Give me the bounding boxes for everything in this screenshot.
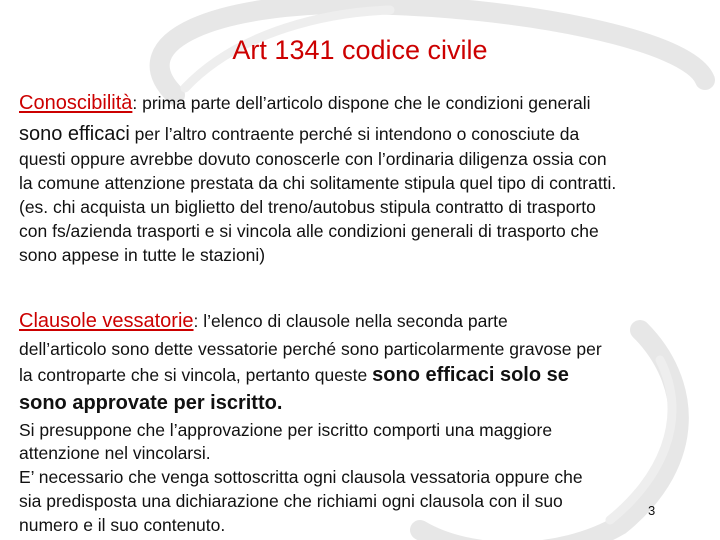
section2-line-1: Clausole vessatorie: l’elenco di clausole nella seconda parte (19, 310, 508, 332)
keyword-clausole-vessatorie: Clausole vessatorie (19, 310, 194, 332)
emphasis-sono-efficaci-solo-se: sono efficaci solo se (372, 364, 569, 386)
section1-line-7: sono appese in tutte le stazioni) (19, 245, 266, 265)
section1-line-5: (es. chi acquista un biglietto del treno/autobus stipula contratto di trasporto (19, 197, 596, 217)
section2-line-9: numero e il suo contenuto. (19, 515, 226, 535)
section2-line-5: Si presuppone che l’approvazione per iscritto comporti una maggiore (19, 420, 553, 440)
section1-line-6: con fs/azienda trasporti e si vincola alle condizioni generali di trasporto che (19, 221, 599, 241)
section2-line-4 (19, 392, 282, 414)
section1-line-3: questi oppure avrebbe dovuto conoscerle con l’ordinaria diligenza ossia con (19, 149, 607, 169)
section1-line-1: Conoscibilità: prima parte dell’articolo dispone che le condizioni generali (19, 92, 591, 114)
emphasis-sono-efficaci: sono efficaci (19, 123, 130, 145)
section2-line-2: dell’articolo sono dette vessatorie perché sono particolarmente gravose per (19, 339, 602, 359)
section1-line-4: la comune attenzione prestata da chi solitamente stipula quel tipo di contratti. (19, 173, 617, 193)
section2-line-6: attenzione nel vincolarsi. (19, 443, 211, 463)
section2-line-3: la controparte che si vincola, pertanto queste sono efficaci solo se (19, 364, 569, 386)
section1-line-2: sono efficaci per l’altro contraente perché si intendono o conosciute da (19, 123, 580, 145)
slide-title: Art 1341 codice civile (232, 35, 488, 65)
section2-line-8: sia predisposta una dichiarazione che richiami ogni clausola con il suo (19, 491, 563, 511)
page-number: 3 (648, 503, 656, 518)
keyword-conoscibilita: Conoscibilità (19, 92, 133, 114)
section2-line-7: E’ necessario che venga sottoscritta ogni clausola vessatoria oppure che (19, 467, 583, 487)
emphasis-approvate-per-iscritto: sono approvate per iscritto. (19, 392, 283, 414)
